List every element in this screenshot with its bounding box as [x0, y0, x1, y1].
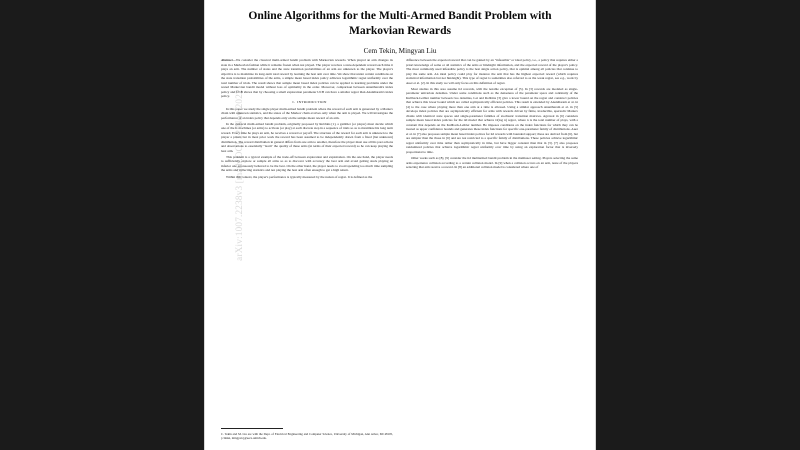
paragraph: In this paper we study the single player multi-armed bandit problem where the reward of each arm is generated by a Markov chain with unknown statistics, and the states of the Markov chain evolves only when the arm is played. We will investigate the performance of an index policy that depends only on the sample mean reward of an arm. [221, 106, 393, 120]
abstract-label: Abstract— [221, 58, 236, 62]
footnote-text: C. Tekin and M. Liu are with the Dept. of Electrical Engineering and Computer Science, University of Michigan, Ann Arbor, MI 48105, {cmtkn, mingyan}@eecs.umich.edu. [221, 431, 393, 440]
paragraph: This problem is a typical example of the trade-off between exploration and exploitation. On the one hand, the player needs to sufficiently explore or sample all arms so as to discover with accuracy the best arm and avoid getting stuck playing an inferior one erroneously believed to be the best. On the other hand, the player needs to avoid spending too much time sampling the arms and collecting statistics and not playing the best arm often enough to get a high return. [221, 154, 393, 173]
authors: Cem Tekin, Mingyan Liu [363, 46, 437, 55]
paragraph: In the classical multi-armed bandit problem, originally proposed by Robbins [1], a gambler (or player) must decide which one of the K machines (or arms) to activate (or play) at each discrete step in a sequence of trials so as to maximize his long term reward. Every time he plays an arm, he receives a reward or payoff. The structure of the reward for each arm is unknown to the player a priori, but in most prior work the reward has been assumed to be independently drawn from a fixed (but unknown) distribution. The reward distribution in general differs from one arm to another, therefore the player must use all his past actions and observations to essentially "learn" the quality of these arms (in terms of their expected reward) so he can keep playing the best arm. [221, 121, 393, 153]
column-left [221, 58, 393, 420]
paper-sheet [205, 0, 595, 450]
paragraph: Other works such as [8], [9] consider the iid multiarmed bandit problem in the multiuser setting. Players selecting the same arms experience collision according to a certain collision model. In [9] when a collision occurs on an arm, none of the players selecting that arm receive a reward. In [8] an additional collision model is considered where one of [406, 156, 578, 170]
arxiv-stamp: arXiv:1007.2238v3 [math.OC] 12 Nov 2022 [234, 89, 244, 261]
footnote-rule [221, 428, 283, 429]
paragraph: Most studies in this area assume iid rewards, with the notable exception of [5]. In [3] rewards are modeled as single-parameter univariate densities. Under some conditions such as the denseness of the parameter space and continuity of the Kullback-Leibler number between two densities, Lai and Robbins [3] give a lower bound on the regret and construct policies that achieve this lower bound which are called asymptotically efficient policies. This result is extended by Anantharam et al. in [4] to the case where playing more than one arm at a time is allowed. Using a similar approach Anantharam et al. in [5] develops index policies that are asymptotically efficient for arms with rewards driven by finite, irreducible, aperiodic Markov chains with identical state spaces and single-parameter families of stochastic transition matrices. Agrawal in [6] considers sample mean based index policies for the iid model that achieve O(log n) regret, where n is the total number of plays, with a constant that depends on the Kullback-Leibler number. He imposes conditions on the index functions for which they can be treated as upper confidence bounds and generates these index functions for specific one-parameter family of distributions. Auer et al. in [7] also proposes sample mean based index polices for iid rewards with bounded support; these are derived from [6], but are simpler than the those in [6] and are not restricted to a specific family of distributions. These policies achieve logarithmic regret uniformly over time rather than asymptotically in time, but have bigger constant than that in [3]. [7] also proposes randomized policies that achieve logarithmic regret uniformly over time by using an exploration factor that is inversely proportional to time. [406, 86, 578, 154]
column-right [406, 58, 578, 420]
abstract-paragraph [221, 58, 393, 99]
two-column-body [221, 58, 579, 420]
section-heading-introduction: I. INTRODUCTION [292, 100, 327, 105]
footnote [221, 424, 393, 440]
page-title: Online Algorithms for the Multi-Armed Bandit Problem with Markovian Rewards [248, 9, 552, 38]
abstract-text: We consider the classical multi-armed bandit problem with Markovian rewards. When played an arm changes its state in a Markovian fashion while it remains frozen when not played. The player receives a state-dependent reward each time it plays an arm. The number of states and the state transition probabilities of an arm are unknown to the player. The player's objective is to maximize its long-term total reward by learning the best arm over time. We show that under certain conditions on the state transition probabilities of the arms, a simple mean based index policy achieves logarithmic regret uniformly over the total number of trials. The result shows that sample mean based index policies can be applied to learning problems under the rested Markovian bandit model without loss of optimality in the order. Moreover, comparison between Anantharam's index policy and UCB shows that by choosing a small exploration parameter UCB can have a smaller regret than Anantharam's index policy. [221, 58, 393, 99]
paragraph: Within this context, the player's performance is typically measured by the notion of regret. It is defined as the [226, 174, 373, 179]
paragraph: difference between the expected reward that can be gained by an "infeasible" or ideal policy, i.e., a policy that requires either a priori knowledge of some or all statistics of the arms or hindsight information, and the expected reward of the player's policy. The most commonly used infeasible policy is the best single action policy, that is optimal among all policies that continue to play the same arm. An ideal policy could play for instance the arm that has the highest expected reward (which requires statistical information but not hindsight). This type of regret is sometimes also referred to as the weak regret, see e.g., work by Auer et al. [2]. In this study we will only focus on this definition of regret. [406, 58, 578, 85]
